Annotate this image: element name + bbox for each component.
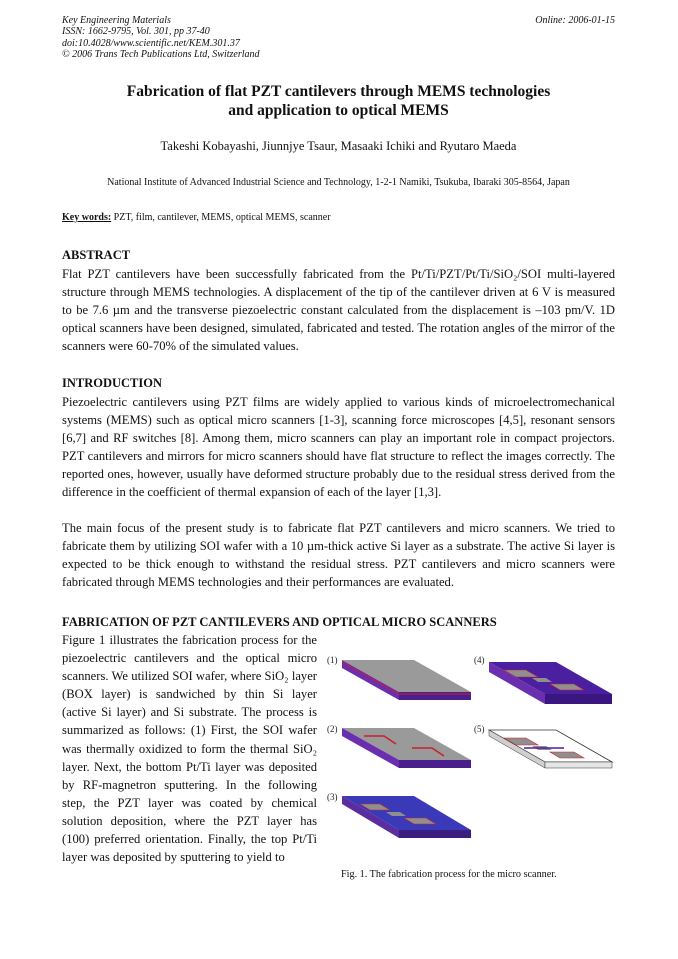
panel-label-1: (1) bbox=[327, 655, 338, 665]
fabrication-text: Figure 1 illustrates the fabrication process for the piezoelectric cantilevers and the optical micro scanners. We utilized SOI wafer, where SiO₂ layer (BOX layer) is sandwiched by thin Si layer (active Si layer) and Si substrate. The process is summarized as follows: (1) First, the SOI wafer was thermally oxidized to form the thermal SiO₂ layer. Next, the bottom Pt/Ti layer was deposited by RF-magnetron sputtering. In the following step, the PZT layer was coated by chemical solution deposition, where the PZT layer has (100) preferred orientation. Finally, the top Pt/Ti layer was deposited by sputtering to yield to bbox=[62, 633, 317, 865]
abstract-heading: ABSTRACT bbox=[62, 248, 131, 262]
authors: Takeshi Kobayashi, Jiunnjye Tsaur, Masaaki Ichiki and Ryutaro Maeda bbox=[160, 139, 517, 153]
figure-1 bbox=[324, 648, 620, 868]
copyright-line: © 2006 Trans Tech Publications Ltd, Switzerland bbox=[62, 49, 260, 61]
paper-title bbox=[62, 83, 615, 120]
issn-line: ISSN: 1662-9795, Vol. 301, pp 37-40 bbox=[62, 26, 210, 38]
introduction-paragraph-2: The main focus of the present study is to fabricate flat PZT cantilevers and micro scanners. We tried to fabricate them by utilizing SOI wafer with a 10 µm-thick active Si layer as a substrate. The active Si layer is expected to be thick enough to withstand the residual stress. PZT cantilevers and micro scanners were fabricated through MEMS technologies and their performances are evaluated. bbox=[62, 521, 615, 590]
online-date: Online: 2006-01-15 bbox=[535, 15, 615, 26]
panel-2-patterned bbox=[327, 724, 471, 768]
abstract-text: Flat PZT cantilevers have been successfully fabricated from the Pt/Ti/PZT/Pt/Ti/SiO₂/SOI multi-layered structure through MEMS technologies. A displacement of the tip of the cantilever driven at 6 V is measured to be 7.6 µm and the transverse piezoelectric constant calculated from the displacement is –103 pm/V. 1D optical scanners have been designed, simulated, fabricated and tested. The rotation angles of the mirror of the scanners were 60-70% of the simulated values. bbox=[62, 267, 615, 354]
keywords-label: Key words: bbox=[62, 212, 112, 223]
affiliation: National Institute of Advanced Industrial Science and Technology, 1-2-1 Namiki, Tsukuba, Ibaraki 305-8564, Japan bbox=[107, 177, 570, 188]
panel-label-5: (5) bbox=[474, 724, 485, 734]
fabrication-process-diagram bbox=[324, 648, 620, 868]
keywords bbox=[62, 212, 331, 223]
title-line-1: Fabrication of flat PZT cantilevers through MEMS technologies bbox=[126, 83, 551, 100]
introduction-heading: INTRODUCTION bbox=[62, 376, 163, 390]
panel-1-wafer bbox=[327, 655, 471, 700]
panel-4-released bbox=[474, 655, 612, 704]
introduction-paragraph-1: Piezoelectric cantilevers using PZT films are widely applied to various kinds of microelectromechanical systems (MEMS) such as optical micro scanners [1-3], scanning force microscopes [4,5], resonant sensors [6,7] and RF switches [8]. Among them, micro scanners can play an important role in compact projectors. PZT cantilevers and mirrors for micro scanners should have flat structure to reflect the images correctly. The reported ones, however, usually have deformed structure probably due to the residual stress derived from the difference in the coefficient of thermal expansion of each of the layer [1,3]. bbox=[62, 395, 615, 500]
panel-label-3: (3) bbox=[327, 792, 338, 802]
doi-line: doi:10.4028/www.scientific.net/KEM.301.37 bbox=[62, 37, 240, 49]
panel-label-4: (4) bbox=[474, 655, 485, 665]
panel-5-scanner bbox=[474, 724, 612, 768]
journal-name: Key Engineering Materials bbox=[62, 15, 171, 26]
fabrication-heading: FABRICATION OF PZT CANTILEVERS AND OPTICAL MICRO SCANNERS bbox=[62, 615, 497, 629]
keywords-list: PZT, film, cantilever, MEMS, optical MEMS, scanner bbox=[111, 212, 331, 223]
figure-1-caption: Fig. 1. The fabrication process for the micro scanner. bbox=[341, 869, 557, 880]
journal-header bbox=[62, 15, 260, 61]
panel-label-2: (2) bbox=[327, 724, 338, 734]
title-line-2: and application to optical MEMS bbox=[228, 101, 449, 119]
panel-3-etched bbox=[327, 792, 471, 838]
